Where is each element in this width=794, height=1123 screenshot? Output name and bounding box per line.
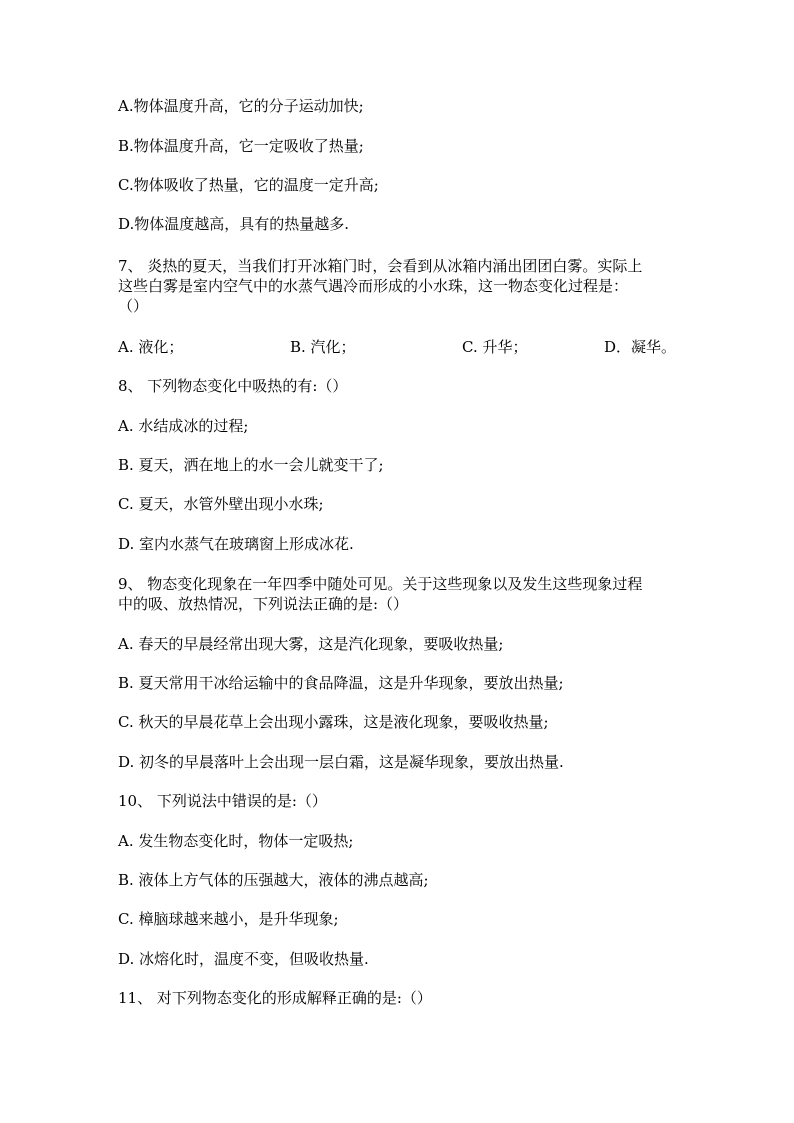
q9-option-b: B. 夏天常用干冰给运输中的食品降温，这是升华现象，要放出热量; bbox=[118, 674, 564, 692]
q6-option-d: D.物体温度越高，具有的热量越多. bbox=[118, 215, 350, 233]
q7-option-d: D．凝华。 bbox=[604, 338, 677, 356]
q9-option-c: C. 秋天的早晨花草上会出现小露珠，这是液化现象，要吸收热量; bbox=[118, 713, 549, 731]
q7-options-row bbox=[118, 337, 678, 357]
q9-option-a: A. 春天的早晨经常出现大雾，这是汽化现象，要吸收热量; bbox=[118, 635, 504, 653]
q9-option-d: D. 初冬的早晨落叶上会出现一层白霜，这是凝华现象，要放出热量. bbox=[118, 753, 564, 771]
q7-stem-line-3: （） bbox=[118, 297, 149, 315]
q6-option-c: C.物体吸收了热量，它的温度一定升高; bbox=[118, 176, 379, 194]
q11-stem: 11、 对下列物态变化的形成解释正确的是:（） bbox=[118, 989, 432, 1007]
q7-option-b: B. 汽化； bbox=[290, 338, 356, 356]
q8-option-b: B. 夏天，洒在地上的水一会儿就变干了; bbox=[118, 456, 384, 474]
q7-stem-line-2: 这些白雾是室内空气中的水蒸气遇冷而形成的小水珠，这一物态变化过程是： bbox=[118, 277, 629, 295]
q9-stem-line-1: 9、 物态变化现象在一年四季中随处可见。关于这些现象以及发生这些现象过程 bbox=[118, 575, 643, 593]
q6-option-a: A.物体温度升高，它的分子运动加快; bbox=[118, 97, 364, 115]
q10-option-d: D. 冰熔化时，温度不变，但吸收热量. bbox=[118, 950, 369, 968]
q8-option-c: C. 夏天，水管外壁出现小水珠; bbox=[118, 495, 324, 513]
q8-stem: 8、 下列物态变化中吸热的有:（） bbox=[118, 377, 348, 395]
q7-option-c: C. 升华； bbox=[462, 338, 528, 356]
q7-option-a: A. 液化； bbox=[118, 338, 184, 356]
q10-stem: 10、 下列说法中错误的是:（） bbox=[118, 792, 327, 810]
q10-option-b: B. 液体上方气体的压强越大，液体的沸点越高; bbox=[118, 871, 429, 889]
q9-stem-line-2: 中的吸、放热情况，下列说法正确的是:（） bbox=[118, 595, 409, 613]
q8-option-d: D. 室内水蒸气在玻璃窗上形成冰花. bbox=[118, 535, 354, 553]
q10-option-c: C. 樟脑球越来越小，是升华现象; bbox=[118, 910, 339, 928]
q6-option-b: B.物体温度升高，它一定吸收了热量; bbox=[118, 137, 364, 155]
q10-option-a: A. 发生物态变化时，物体一定吸热; bbox=[118, 832, 354, 850]
q8-option-a: A. 水结成冰的过程; bbox=[118, 417, 249, 435]
q7-stem-line-1: 7、 炎热的夏天，当我们打开冰箱门时，会看到从冰箱内涌出团团白雾。实际上 bbox=[118, 257, 643, 275]
